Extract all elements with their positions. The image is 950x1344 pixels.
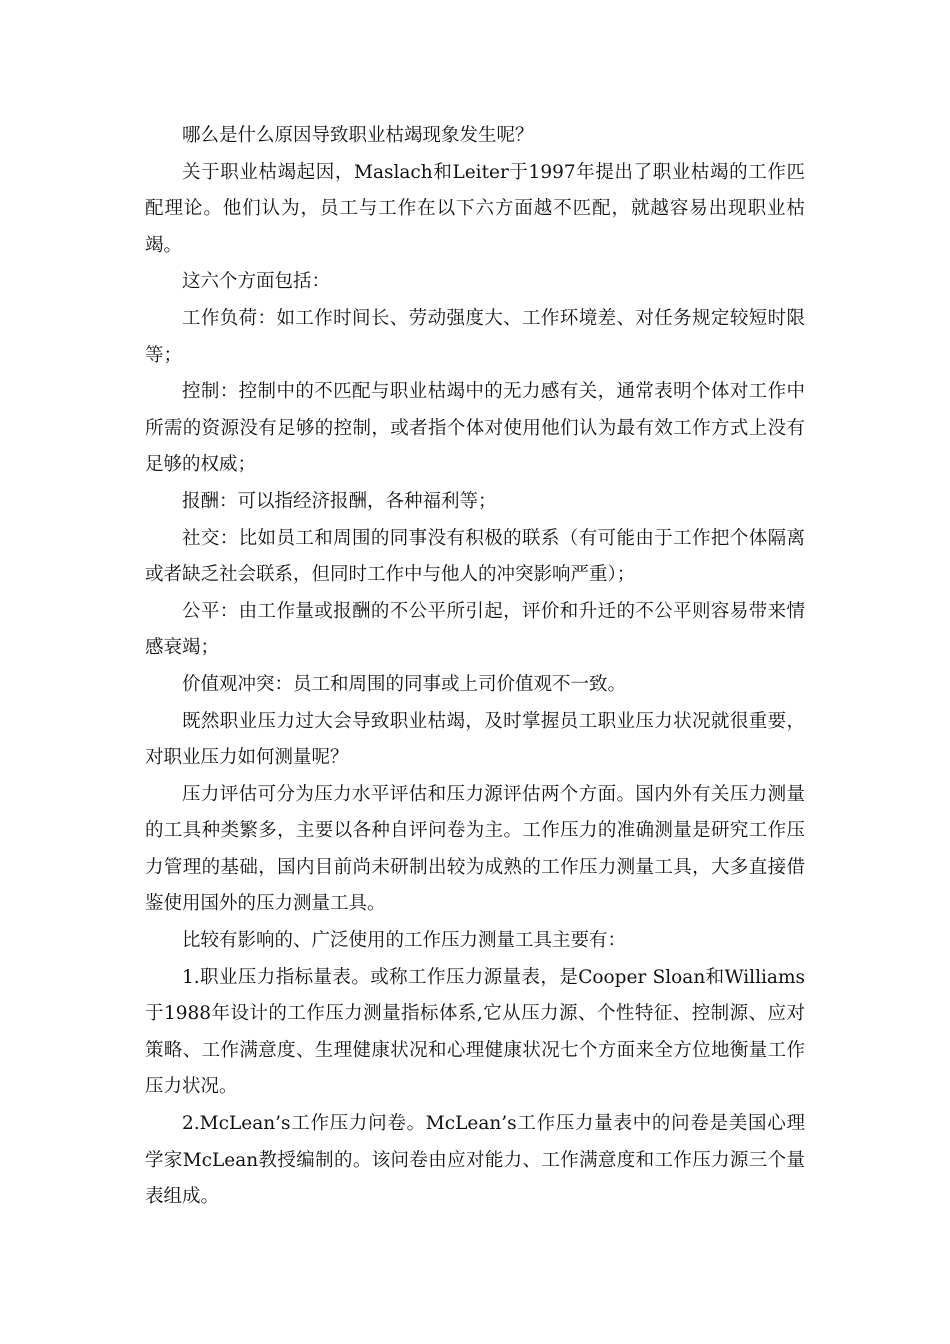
paragraph-matching-theory: 关于职业枯竭起因，Maslach和Leiter于1997年提出了职业枯竭的工作匹配理论。他们认为，员工与工作在以下六方面越不匹配，就越容易出现职业枯竭。 <box>145 161 805 256</box>
paragraph-six-aspects-intro: 这六个方面包括： <box>182 271 331 293</box>
paragraph-workload: 工作负荷：如工作时间长、劳动强度大、工作环境差、对任务规定较短时限等； <box>145 307 805 366</box>
paragraph-stress-assessment: 压力评估可分为压力水平评估和压力源评估两个方面。国内外有关压力测量的工具种类繁多，主要以各种自评问卷为主。工作压力的准确测量是研究工作压力管理的基础，国内目前尚未研制出较为成熟的工作压力测量工具，大多直接借鉴使用国外的压力测量工具。 <box>145 783 805 915</box>
paragraph-reward: 报酬：可以指经济报酬，各种福利等； <box>182 490 497 512</box>
paragraph-tools-intro: 比较有影响的、广泛使用的工作压力测量工具主要有： <box>182 930 627 952</box>
paragraph-social: 社交：比如员工和周围的同事没有积极的联系（有可能由于工作把个体隔离或者缺乏社会联系，但同时工作中与他人的冲突影响严重）； <box>145 527 805 586</box>
paragraph-question-cause: 哪么是什么原因导致职业枯竭现象发生呢？ <box>182 125 534 146</box>
paragraph-tool-2: 2.McLean’s工作压力问卷。McLean’s工作压力量表中的问卷是美国心理学家McLean教授编制的。该问卷由应对能力、工作满意度和工作压力源三个量表组成。 <box>145 1113 805 1208</box>
paragraph-fairness: 公平：由工作量或报酬的不公平所引起，评价和升迁的不公平则容易带来情感衰竭； <box>145 600 805 659</box>
paragraph-values-conflict: 价值观冲突：员工和周围的同事或上司价值观不一致。 <box>182 673 627 695</box>
paragraph-measurement-question: 既然职业压力过大会导致职业枯竭，及时掌握员工职业压力状况就很重要，对职业压力如何测量呢？ <box>145 710 805 769</box>
document-body <box>145 118 805 1216</box>
paragraph-control: 控制：控制中的不匹配与职业枯竭中的无力感有关，通常表明个体对工作中所需的资源没有足够的控制，或者指个体对使用他们认为最有效工作方式上没有足够的权威； <box>145 381 805 476</box>
paragraph-tool-1: 1.职业压力指标量表。或称工作压力源量表，是Cooper Sloan和Williams于1988年设计的工作压力测量指标体系,它从压力源、个性特征、控制源、应对策略、工作满意度、生理健康状况和心理健康状况七个方面来全方位地衡量工作压力状况。 <box>145 966 805 1098</box>
